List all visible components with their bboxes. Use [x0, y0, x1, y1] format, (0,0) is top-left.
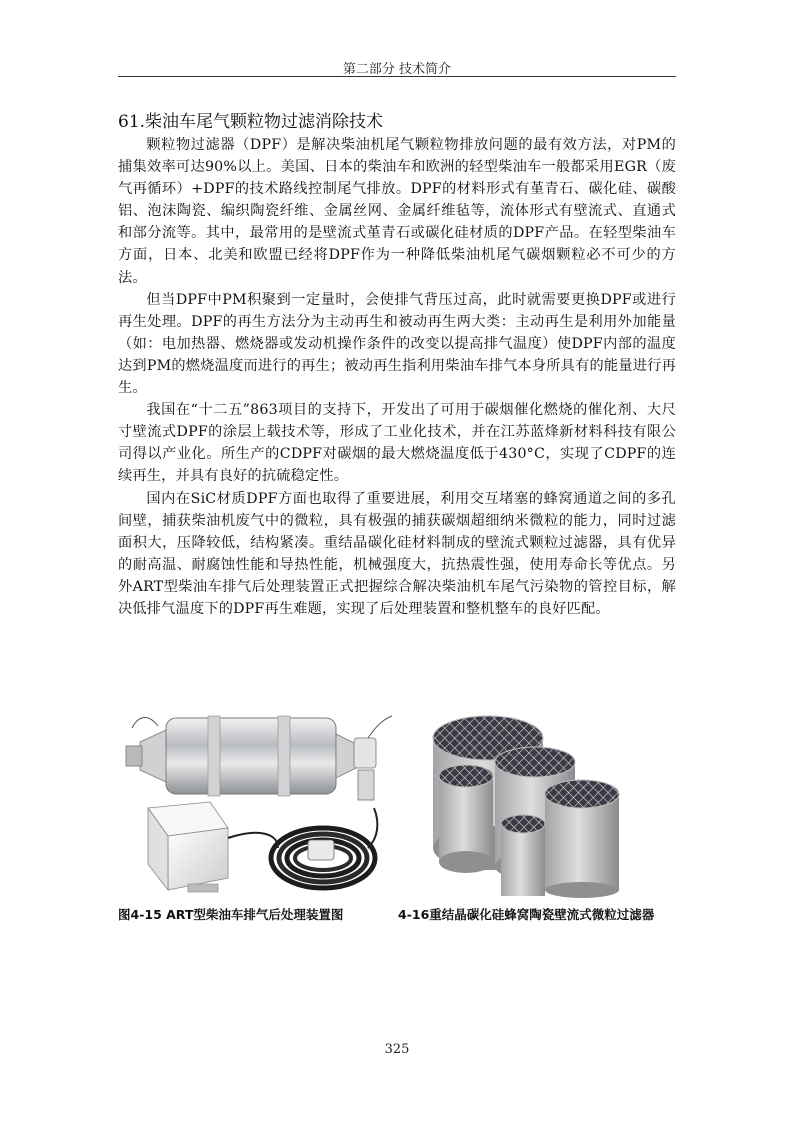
figure-art-device — [118, 708, 393, 898]
header-rule — [118, 76, 676, 77]
art-device-illustration — [118, 708, 393, 898]
paragraph: 国内在SiC材质DPF方面也取得了重要进展，利用交互堵塞的蜂窝通道之间的多孔间壁，捕获柴油机废气中的微粒，具有极强的捕获碳烟超细纳米微粒的能力，同时过滤面积大，压降较低，结构紧凑。重结晶碳化硅材料制成的壁流式颗粒过滤器，具有优异的耐高温、耐腐蚀性能和导热性能，机械强度大，抗热震性强，使用寿命长等优点。另外ART型柴油车排气后处理装置正式把握综合解决柴油机车尾气污染物的管控目标，解决低排气温度下的DPF再生难题，实现了后处理装置和整机整车的良好匹配。 — [118, 490, 676, 617]
figure-caption-left: 图4-15 ART型柴油车排气后处理装置图 — [118, 907, 344, 922]
paragraph: 但当DPF中PM积聚到一定量时，会使排气背压过高，此时就需要更换DPF或进行再生处理。DPF的再生方法分为主动再生和被动再生两大类：主动再生是利用外加能量（如：电加热器、燃烧器或发动机操作条件的改变以提高排气温度）使DPF内部的温度达到PM的燃烧温度而进行的再生；被动再生指利用柴油车排气本身所具有的能量进行再生。 — [118, 291, 676, 397]
sic-filters-illustration — [425, 708, 675, 898]
section-title: 61.柴油车尾气颗粒物过滤消除技术 — [118, 112, 384, 132]
running-header: 第二部分 技术简介 — [342, 62, 452, 77]
page-number: 325 — [384, 1042, 410, 1057]
paragraph: 颗粒物过滤器（DPF）是解决柴油机尾气颗粒物排放问题的最有效方法，对PM的捕集效率可达90%以上。美国、日本的柴油车和欧洲的轻型柴油车一般都采用EGR（废气再循环）+DPF的技术路线控制尾气排放。DPF的材料形式有堇青石、碳化硅、碳酸铝、泡沫陶瓷、编织陶瓷纤维、金属丝网、金属纤维毡等，流体形式有壁流式、直通式和部分流等。其中，最常用的是壁流式堇青石或碳化硅材质的DPF产品。在轻型柴油车方面，日本、北美和欧盟已经将DPF作为一种降低柴油机尾气碳烟颗粒必不可少的方法。 — [118, 137, 676, 286]
paragraph: 我国在“十二五”863项目的支持下，开发出了可用于碳烟催化燃烧的催化剂、大尺寸壁流式DPF的涂层上载技术等，形成了工业化技术，并在江苏蓝烽新材料科技有限公司得以产业化。所生产的CDPF对碳烟的最大燃烧温度低于430°C，实现了CDPF的连续再生，并具有良好的抗硫稳定性。 — [118, 402, 676, 485]
figure-sic-filters — [425, 708, 675, 898]
body-text — [118, 134, 676, 620]
figure-caption-right: 4-16重结晶碳化硅蜂窝陶瓷壁流式微粒过滤器 — [398, 907, 655, 922]
